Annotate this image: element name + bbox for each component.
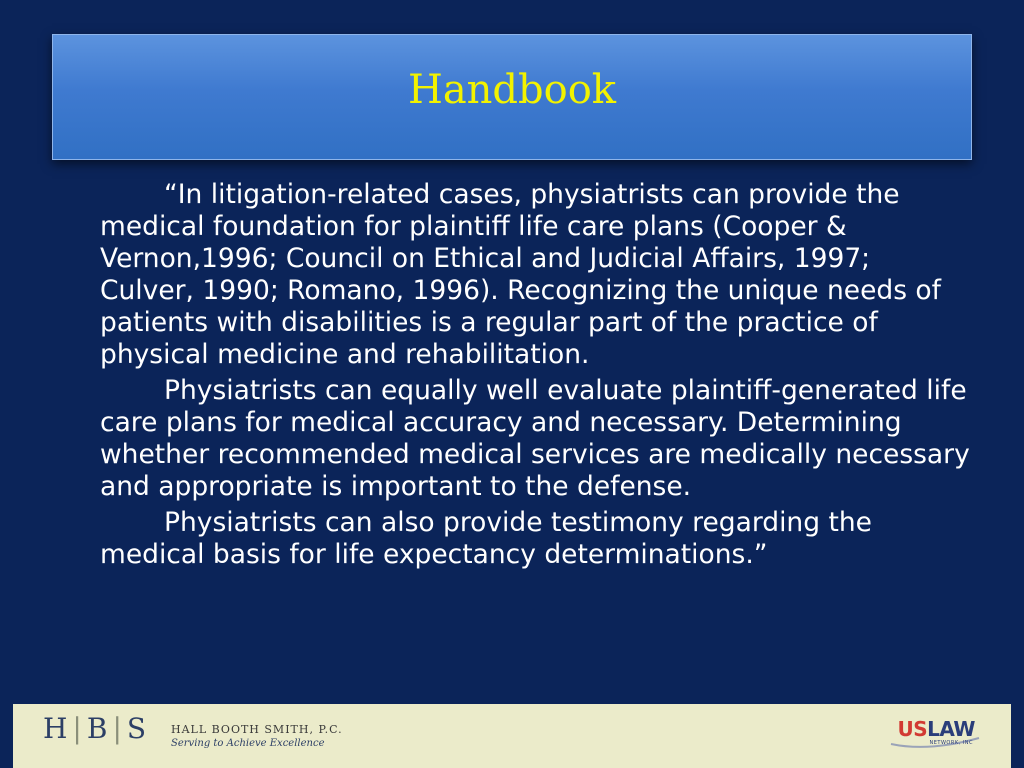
quote-paragraph-1: “In litigation-related cases, physiatrists can provide the medical foundation for plaintiff life care plans (Cooper & Vernon,1996; Council on Ethical and Judicial Affairs, 1997; Culver, 1990; Romano, 1996). Recognizing the unique needs of patients with disabilities is a regular part of the practice of physical medicine and rehabilitation. (100, 179, 941, 370)
uslaw-law: LAW (927, 717, 975, 741)
quote-paragraph-3: Physiatrists can also provide testimony regarding the medical basis for life expectancy determinations.” (100, 507, 872, 570)
firm-name: HALL BOOTH SMITH, P.C. (171, 723, 343, 736)
hbs-logo (43, 712, 147, 746)
quote-paragraph-2: Physiatrists can equally well evaluate plaintiff-generated life care plans for medical accuracy and necessary. Determining whether recommended medical services are medically necessary and appropriate is important to the defense. (100, 375, 970, 502)
footer-bar (13, 704, 1011, 768)
slide-title: Handbook (407, 67, 617, 113)
uslaw-network-text: NETWORK, INC (929, 740, 973, 746)
logo-letter-s: S (126, 712, 148, 745)
slide-body (100, 179, 970, 575)
logo-letter-b: B (86, 712, 109, 745)
logo-divider: | (112, 712, 123, 745)
logo-divider: | (72, 712, 83, 745)
uslaw-us: US (897, 717, 928, 741)
uslaw-logo (897, 719, 975, 739)
firm-tagline: Serving to Achieve Excellence (171, 738, 325, 749)
logo-letter-h: H (43, 712, 69, 745)
